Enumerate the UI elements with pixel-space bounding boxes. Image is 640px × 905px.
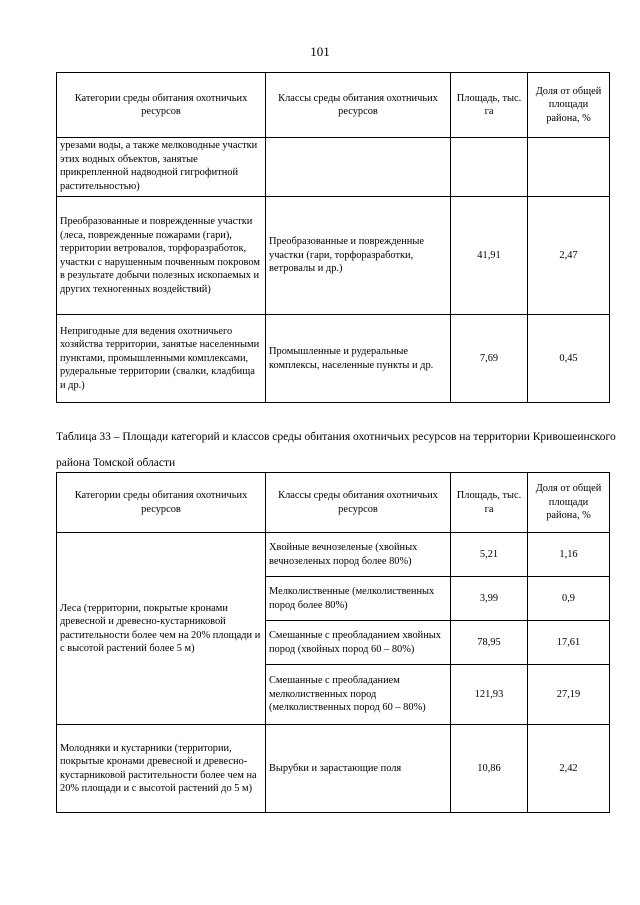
area-cell: 7,69 xyxy=(451,315,528,403)
category-cell: Непригодные для ведения охотничьего хозяйства территории, занятые населенными пунктами, промышленными комплексами, рудеральные территории (свалки, кладбища и др.) xyxy=(57,315,266,403)
area-cell: 3,99 xyxy=(451,577,528,621)
header-share: Доля от общей площади района, % xyxy=(528,473,610,533)
share-cell: 2,47 xyxy=(528,197,610,315)
category-cell: Молодняки и кустарники (территории, покрытые кронами древесной и древесно-кустарниковой растительности более чем на 20% площади и с высотой растений до 5 м) xyxy=(57,725,266,813)
table-row xyxy=(57,533,610,577)
table-row xyxy=(57,138,610,197)
share-cell: 0,9 xyxy=(528,577,610,621)
class-cell: Смешанные с преобладанием мелколиственных пород (мелколиственных пород 60 – 80%) xyxy=(266,665,451,725)
area-cell: 121,93 xyxy=(451,665,528,725)
area-cell: 10,86 xyxy=(451,725,528,813)
header-area: Площадь, тыс. га xyxy=(451,473,528,533)
table-row xyxy=(57,725,610,813)
share-cell xyxy=(528,138,610,197)
class-cell: Вырубки и зарастающие поля xyxy=(266,725,451,813)
class-cell: Мелколиственные (мелколиственных пород более 80%) xyxy=(266,577,451,621)
share-cell: 1,16 xyxy=(528,533,610,577)
class-cell: Смешанные с преобладанием хвойных пород (хвойных пород 60 – 80%) xyxy=(266,621,451,665)
area-cell: 78,95 xyxy=(451,621,528,665)
header-area: Площадь, тыс. га xyxy=(451,73,528,138)
share-cell: 27,19 xyxy=(528,665,610,725)
table-33 xyxy=(56,472,610,813)
category-cell: Леса (территории, покрытые кронами древесной и древесно-кустарниковой растительности более чем на 20% площади и с высотой растений более 5 м) xyxy=(57,533,266,725)
table-row xyxy=(57,315,610,403)
header-share: Доля от общей площади района, % xyxy=(528,73,610,138)
class-cell xyxy=(266,138,451,197)
table-header-row xyxy=(57,473,610,533)
category-cell: урезами воды, а также мелководные участки этих водных объектов, занятые прикрепленной надводной гигрофитной растительностью) xyxy=(57,138,266,197)
share-cell: 0,45 xyxy=(528,315,610,403)
header-category: Категории среды обитания охотничьих ресурсов xyxy=(57,73,266,138)
class-cell: Преобразованные и поврежденные участки (гари, торфоразработки, ветровалы и др.) xyxy=(266,197,451,315)
share-cell: 17,61 xyxy=(528,621,610,665)
class-cell: Хвойные вечнозеленые (хвойных вечнозеленых пород более 80%) xyxy=(266,533,451,577)
category-cell: Преобразованные и поврежденные участки (леса, поврежденные пожарами (гари), территории ветровалов, торфоразработок, участки с нарушенным почвенным покровом в результате добычи полезных ископаемых и других техногенных воздействий) xyxy=(57,197,266,315)
header-class: Классы среды обитания охотничьих ресурсов xyxy=(266,73,451,138)
table-caption: Таблица 33 – Площади категорий и классов среды обитания охотничьих ресурсов на территории Кривошеинского района Томской области xyxy=(56,431,616,469)
header-class: Классы среды обитания охотничьих ресурсов xyxy=(266,473,451,533)
area-cell: 5,21 xyxy=(451,533,528,577)
share-cell: 2,42 xyxy=(528,725,610,813)
area-cell xyxy=(451,138,528,197)
class-cell: Промышленные и рудеральные комплексы, населенные пункты и др. xyxy=(266,315,451,403)
page-number: 101 xyxy=(310,44,330,59)
table-row xyxy=(57,197,610,315)
table-header-row xyxy=(57,73,610,138)
header-category: Категории среды обитания охотничьих ресурсов xyxy=(57,473,266,533)
table-habitat-continued xyxy=(56,72,610,403)
area-cell: 41,91 xyxy=(451,197,528,315)
